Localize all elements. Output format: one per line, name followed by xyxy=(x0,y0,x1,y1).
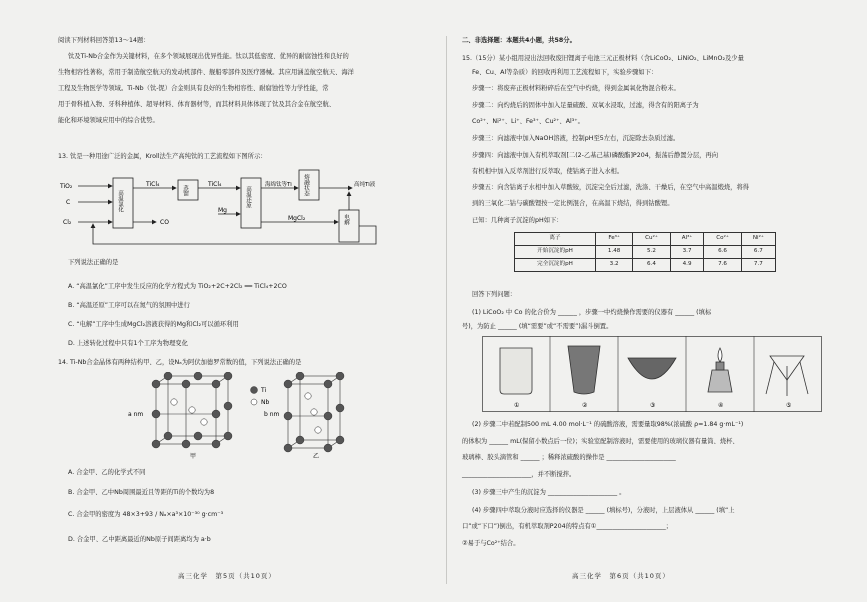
table-header-row xyxy=(515,233,776,246)
table-cell: 3.2 xyxy=(596,259,633,272)
q14-option-b: B. 合金甲、乙中Nb周围最近且等距的Ti的个数均为8 xyxy=(68,489,215,496)
q2-line: ______________________，并不断搅拌。 xyxy=(462,471,576,478)
table-cell: 开始沉淀的pH xyxy=(515,246,596,259)
table-cell: 1.48 xyxy=(596,246,633,259)
b-nm-label: b nm xyxy=(264,411,280,418)
intro-line: 用于骨科植入物、牙科种植体、超导材料、体育器材等，而其材料具体体现了钛及其合金在航空航、 xyxy=(58,101,336,108)
q13-stem: 13. 钛是一种用途广泛的金属，Kroll法生产高纯钛的工艺流程如下图所示： xyxy=(58,153,267,160)
flow-box-reduction-label: 高温还原 xyxy=(245,186,251,208)
table-header-cell: Fe³⁺ xyxy=(596,233,633,246)
q1-line: (1) LiCoO₂ 中 Co 的化合价为 ______ ，步骤一中灼烧操作需要的仪器有 ______ (填标 xyxy=(472,309,712,316)
table-cell: 4.9 xyxy=(670,259,704,272)
table-cell: 3.7 xyxy=(670,246,704,259)
q15-line: 步骤一：将废弃正极材料粉碎后在空气中灼烧，得到金属氧化物混合粉末。 xyxy=(472,85,680,92)
q14-option-c: C. 合金甲的密度为 48×3+93 / Nₐ×a³×10⁻³⁰ g·cm⁻³ xyxy=(68,511,224,518)
flow-box-chlorination xyxy=(113,178,133,228)
answer-prompt: 回答下列问题： xyxy=(472,291,517,298)
mgcl2-label: MgCl₂ xyxy=(288,215,306,222)
apparatus-label: ④ xyxy=(718,402,724,409)
table-cell: 7.6 xyxy=(704,259,741,272)
table-cell: 6.7 xyxy=(741,246,775,259)
kroll-process-flow-diagram xyxy=(58,166,388,246)
q4-line: ②易于与Co²⁺结合。 xyxy=(462,540,520,547)
q13-prompt: 下列说法正确的是 xyxy=(68,259,119,266)
crucible-icon xyxy=(568,346,600,394)
flow-box-chlorination-label: 高温氯化 xyxy=(117,190,123,212)
q15-line: 有机相中加入反萃剂进行反萃取，使钴离子进入水相。 xyxy=(472,168,624,175)
q13-option-a: A. “高温氯化”工序中发生反应的化学方程式为 TiO₂+2C+2Cl₂ ══ TiCl₄+2CO xyxy=(68,283,287,290)
legend-nb-label: Nb xyxy=(261,399,270,406)
legend-ti-label: Ti xyxy=(261,387,267,394)
apparatus-label: ② xyxy=(582,402,588,409)
q15-line: 15.（15分）某小组用浸出法回收废旧锂离子电池三元正极材料（含LiCoO₂、LiNiO₂、LiMnO₂及少量 xyxy=(462,55,744,62)
q15-line: 步骤三：向滤液中加入NaOH溶液，控制pH至5左右，沉淀除去杂质过滤。 xyxy=(472,135,680,142)
q4-line: (4) 步骤四中萃取分液时应选择的仪器是 ______ (填标号)，分液时，上层液体从 ______ (填“上 xyxy=(472,507,735,514)
table-cell: 6.4 xyxy=(633,259,671,272)
right-page-column xyxy=(462,0,832,602)
q13-option-b: B. “高温还原”工序可以在氮气的氛围中进行 xyxy=(68,302,190,309)
apparatus-images xyxy=(482,336,822,412)
q14-stem: 14. Ti-Nb合金晶体有两种结构甲、乙，设Nₐ为阿伏加德罗常数的值，下列说法正确的是 xyxy=(58,359,302,366)
table-row xyxy=(515,259,776,272)
q13-option-d: D. 上述转化过程中只有1个工序为物理变化 xyxy=(68,340,188,347)
flow-box-electrolysis-label: 电解 xyxy=(343,214,349,225)
intro-line: 钛及Ti-Nb合金作为关键材料，在多个领域展现出优异性能。钛以其低密度、优异的耐腐蚀性和良好的 xyxy=(68,53,349,60)
co-label: CO xyxy=(160,219,169,226)
q15-line: 到的三氧化二钴与碳酸锂按一定比例混合，在高温下烧结，得到钴酸锂。 xyxy=(472,200,674,207)
apparatus-label: ⑤ xyxy=(786,402,792,409)
table-cell: 5.2 xyxy=(633,246,671,259)
q15-line: 步骤五：向含钴离子水相中加入草酸铵，沉淀完全后过滤，洗涤、干燥后，在空气中高温煅烧，将得 xyxy=(472,184,750,191)
q13-option-c: C. “电解”工序中生成MgCl₂溶液获得的Mg和Cl₂可以循环利用 xyxy=(68,321,239,328)
q15-line: 步骤四：向滤液中加入有机萃取剂[二(2-乙基己基)磷酸酯]P204，振荡后静置分层，再向 xyxy=(472,152,719,159)
sponge-ti-label: 海绵钛等Ti xyxy=(265,182,292,188)
q15-line: 步骤二：向灼烧后的固体中加入足量硫酸、双氧水浸取，过滤，得含有的阳离子为 xyxy=(472,102,699,109)
table-header-cell: Cu²⁺ xyxy=(633,233,671,246)
q4-line: 口”或“下口”)倒出，有机萃取剂P204的特点有①______________________； xyxy=(462,523,673,530)
apparatus-label: ① xyxy=(514,402,520,409)
q2-line: 玻璃棒、胶头滴管和 ______ ；稀释浓硫酸的操作是 ______________________ xyxy=(462,454,676,461)
q14-option-a: A. 合金甲、乙的化学式不同 xyxy=(68,469,146,476)
intro-line: 能化和环境领域应用中的综合优势。 xyxy=(58,117,159,124)
apparatus-label: ③ xyxy=(650,402,656,409)
intro-line: 工程及生物医学等领域。Ti-Nb（钛-铌）合金则具有良好的生物相容性、耐腐蚀性等力学性能，常 xyxy=(58,85,329,92)
flow-box-distill-label: 蒸馏 xyxy=(182,185,188,196)
mg-label: Mg xyxy=(218,207,227,214)
flow-box-melt-label: 熔融状态 xyxy=(303,174,309,196)
q2-line: 的体积为 ______ mL(保留小数点后一位)；实验室配制溶液时，需要使用的玻璃仪器有量筒、烧杯、 xyxy=(462,438,739,445)
q15-line: Fe、Cu、Al等杂质）的回收再利用工艺流程如下，实验步骤如下： xyxy=(472,69,658,76)
page-divider xyxy=(446,36,447,584)
q3-line: (3) 步骤三中产生的沉淀为 ______________________ 。 xyxy=(472,489,626,496)
q2-line: (2) 步骤二中若配制500 mL 4.00 mol·L⁻¹ 的硫酸溶液，需要量取98%(浓硫酸 ρ=1.84 g·mL⁻¹) xyxy=(472,421,744,428)
pure-ti-label: 高纯Ti液 xyxy=(354,182,376,188)
beaker-icon xyxy=(500,348,532,394)
alcohol-lamp-icon xyxy=(708,348,732,392)
ticl4-raw-label: TiCl₄ xyxy=(146,181,160,188)
input-c-label: C xyxy=(66,199,71,206)
known-label: 已知：几种离子沉淀的pH如下： xyxy=(472,217,563,224)
q14-option-d: D. 合金甲、乙中距离最近的Nb原子间距离均为 a·b xyxy=(68,536,211,543)
q15-line: Co²⁺、Ni²⁺、Li⁺、Fe³⁺、Cu²⁺、Al³⁺。 xyxy=(472,118,584,125)
footer-left-page: 高三化学 第5页（共10页） xyxy=(178,572,276,580)
input-tio2-label: TiO₂ xyxy=(60,183,73,190)
input-cl2-label: Cl₂ xyxy=(63,219,72,226)
table-row xyxy=(515,246,776,259)
evaporating-dish-icon xyxy=(628,358,676,379)
ph-table xyxy=(514,232,776,272)
ticl4-pure-label: TiCl₄ xyxy=(208,181,222,188)
intro-line: 生物相容性著称，常用于制造航空航天的发动机部件、舰船零部件及医疗器械。其应用涵盖航空航天、海洋 xyxy=(58,69,354,76)
table-cell: 完全沉淀的pH xyxy=(515,259,596,272)
footer-right-page: 高三化学 第6页（共10页） xyxy=(572,572,670,580)
table-header-cell: Ni²⁺ xyxy=(741,233,775,246)
intro-line: 阅读下列材料回答第13～14题： xyxy=(58,37,150,44)
table-header-cell: 离子 xyxy=(515,233,596,246)
ti-nb-crystal-structures xyxy=(78,372,378,460)
a-nm-label: a nm xyxy=(128,411,144,418)
table-cell: 6.6 xyxy=(704,246,741,259)
left-page-column xyxy=(58,0,428,602)
table-cell: 7.7 xyxy=(741,259,775,272)
caption-jia: 甲 xyxy=(190,453,197,460)
section-title: 二、非选择题：本题共4小题，共58分。 xyxy=(462,37,576,44)
caption-yi: 乙 xyxy=(313,453,320,460)
table-header-cell: Al³⁺ xyxy=(670,233,704,246)
tripod-triangle-icon xyxy=(766,356,808,396)
q1-line: 号)，为防止 ______ (填“需要”或“不需要”)漏斗倒置。 xyxy=(462,323,613,330)
table-header-cell: Co²⁺ xyxy=(704,233,741,246)
